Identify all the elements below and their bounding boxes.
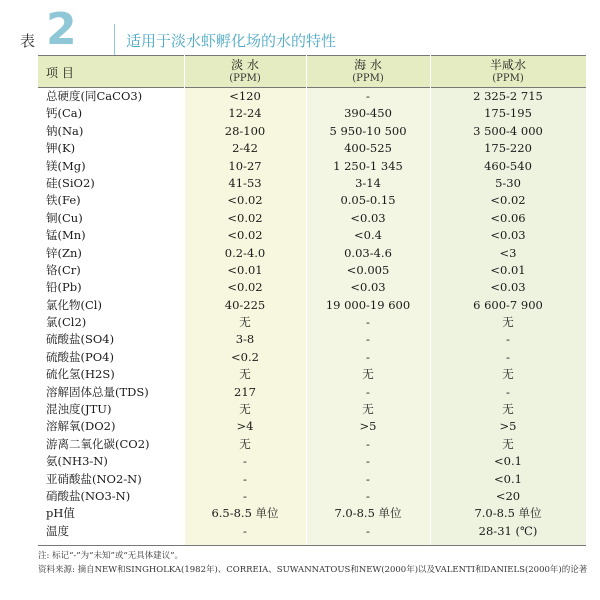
row-label: 铁(Fe) <box>46 193 81 208</box>
table-row <box>38 210 586 227</box>
table-row <box>38 88 586 105</box>
header-brackish-unit: (PPM) <box>492 73 524 84</box>
row-label: 铜(Cu) <box>46 210 83 225</box>
brackish-value: 460-540 <box>484 158 532 173</box>
row-label: pH值 <box>46 506 75 521</box>
sea-value: <0.03 <box>350 210 386 225</box>
brackish-value: 175-220 <box>484 141 532 156</box>
brackish-value: <0.02 <box>490 193 526 208</box>
header-brackish <box>430 58 586 86</box>
table-row <box>38 123 586 140</box>
row-label: 铬(Cr) <box>46 262 81 277</box>
row-label: 硫酸盐(SO4) <box>46 332 115 347</box>
fresh-value: 10-27 <box>228 158 262 173</box>
sea-value: - <box>366 384 370 399</box>
brackish-value: 3 500-4 000 <box>473 123 543 138</box>
fresh-value: >4 <box>236 419 254 434</box>
table-word: 表 <box>20 32 36 50</box>
table-row <box>38 453 586 470</box>
row-label: 钠(Na) <box>46 123 84 138</box>
fresh-value: 28-100 <box>224 123 266 138</box>
fresh-value: - <box>243 523 247 538</box>
brackish-value: <0.01 <box>490 262 526 277</box>
sea-value: 3-14 <box>355 175 381 190</box>
brackish-value: <0.03 <box>490 280 526 295</box>
row-label: 硫酸盐(PO4) <box>46 349 114 364</box>
brackish-value: 5-30 <box>495 175 521 190</box>
table-row <box>38 105 586 122</box>
table-row <box>38 331 586 348</box>
brackish-value: 2 325-2 715 <box>473 89 543 103</box>
brackish-value: 无 <box>502 367 514 382</box>
row-label: 亚硝酸盐(NO2-N) <box>46 471 142 486</box>
brackish-value: <20 <box>495 488 521 503</box>
fresh-value: 2-42 <box>232 141 258 156</box>
sea-value: - <box>366 315 370 330</box>
fresh-value: 无 <box>239 367 251 382</box>
header-sea-name: 海 水 <box>354 58 382 72</box>
table-title <box>16 4 586 55</box>
table-row <box>38 523 586 540</box>
brackish-value: 无 <box>502 315 514 330</box>
sea-value: <0.005 <box>346 262 390 277</box>
brackish-value: 无 <box>502 402 514 417</box>
table-number: 2 <box>46 4 77 55</box>
table-bottom-rule <box>38 545 586 546</box>
fresh-value: <0.02 <box>227 210 263 225</box>
fresh-value: <0.02 <box>227 228 263 243</box>
table-row <box>38 314 586 331</box>
fresh-value: <0.01 <box>227 262 263 277</box>
table-row <box>38 175 586 192</box>
sea-value: >5 <box>359 419 377 434</box>
table-row <box>38 349 586 366</box>
row-label: 氯(Cl2) <box>46 315 87 330</box>
table-row <box>38 158 586 175</box>
fresh-value: 217 <box>234 384 256 399</box>
fresh-value: - <box>243 488 247 503</box>
sea-value: 5 950-10 500 <box>329 123 407 138</box>
brackish-value: 175-195 <box>484 106 532 121</box>
sea-value: - <box>366 332 370 347</box>
fresh-value: 41-53 <box>228 175 262 190</box>
header-brackish-name: 半咸水 <box>489 58 526 72</box>
header-item: 项 目 <box>46 66 74 80</box>
table-caption: 适用于淡水虾孵化场的水的特性 <box>126 32 337 50</box>
water-properties-table <box>38 55 586 546</box>
fresh-value: 无 <box>239 436 251 451</box>
fresh-value: - <box>243 471 247 486</box>
brackish-value: <0.1 <box>494 471 522 486</box>
row-label: 硫化氢(H2S) <box>46 367 115 382</box>
sea-value: - <box>366 349 370 364</box>
fresh-value: 3-8 <box>235 332 255 347</box>
brackish-value: <0.06 <box>490 210 526 225</box>
sea-value: 7.0-8.5 单位 <box>334 506 402 521</box>
row-label: 钾(K) <box>46 141 76 156</box>
row-label: 钙(Ca) <box>46 106 83 121</box>
table-row <box>38 262 586 279</box>
row-label: 锰(Mn) <box>46 228 86 243</box>
row-label: 溶解固体总量(TDS) <box>46 384 149 399</box>
table-row <box>38 140 586 157</box>
sea-value: 无 <box>362 402 374 417</box>
header-fresh-name: 淡 水 <box>231 58 259 72</box>
row-label: 氨(NH3-N) <box>46 454 108 469</box>
table-row <box>38 471 586 488</box>
table-row <box>38 401 586 418</box>
header-fresh-unit: (PPM) <box>229 73 261 84</box>
sea-value: - <box>366 436 370 451</box>
sea-value: 0.05-0.15 <box>340 193 396 208</box>
sea-value: 19 000-19 600 <box>325 297 411 312</box>
table-source: 资料来源: 摘自NEW和SINGHOLKA(1982年)、CORREIA、SUWANNATOUS和NEW(2000年)以及VALENTI和DANIELS(2000年)的论著 <box>38 565 588 575</box>
row-label: 总硬度(同CaCO3) <box>46 89 143 103</box>
brackish-value: - <box>506 384 510 399</box>
row-label: 硅(SiO2) <box>46 175 95 190</box>
table-row <box>38 418 586 435</box>
header-fresh <box>184 58 306 86</box>
brackish-value: 无 <box>502 436 514 451</box>
row-label: 游离二氧化碳(CO2) <box>46 436 150 451</box>
header-sea-unit: (PPM) <box>352 73 384 84</box>
fresh-value: 6.5-8.5 单位 <box>211 506 279 521</box>
table-row <box>38 297 586 314</box>
fresh-value: <0.02 <box>227 280 263 295</box>
table-body <box>38 88 586 540</box>
table-row <box>38 245 586 262</box>
sea-value: <0.4 <box>354 228 382 243</box>
table-row <box>38 366 586 383</box>
table-row <box>38 227 586 244</box>
table-row <box>38 436 586 453</box>
row-label: 镁(Mg) <box>46 158 86 173</box>
brackish-value: <0.1 <box>494 454 522 469</box>
sea-value: 0.03-4.6 <box>344 245 392 260</box>
fresh-value: 12-24 <box>228 106 262 121</box>
brackish-value: 6 600-7 900 <box>473 297 543 312</box>
row-label: 铅(Pb) <box>46 280 82 295</box>
brackish-value: >5 <box>499 419 517 434</box>
row-label: 硝酸盐(NO3-N) <box>46 488 131 503</box>
fresh-value: 40-225 <box>224 297 266 312</box>
sea-value: - <box>366 523 370 538</box>
table-note: 注: 标记“-”为“未知”或“无具体建议”。 <box>38 551 184 561</box>
brackish-value: <0.03 <box>490 228 526 243</box>
row-label: 混浊度(JTU) <box>46 402 112 417</box>
sea-value: - <box>366 488 370 503</box>
sea-value: - <box>366 89 370 103</box>
table-row <box>38 279 586 296</box>
fresh-value: <0.02 <box>227 193 263 208</box>
brackish-value: <3 <box>499 245 517 260</box>
row-label: 锌(Zn) <box>46 245 82 260</box>
fresh-value: 0.2-4.0 <box>224 245 266 260</box>
brackish-value: 28-31 (℃) <box>478 523 538 538</box>
row-label: 温度 <box>46 523 69 538</box>
sea-value: - <box>366 454 370 469</box>
title-separator <box>114 24 115 56</box>
table-row <box>38 505 586 522</box>
brackish-value: - <box>506 332 510 347</box>
table-row <box>38 384 586 401</box>
table-row <box>38 488 586 505</box>
sea-value: 1 250-1 345 <box>333 158 403 173</box>
sea-value: 390-450 <box>344 106 392 121</box>
brackish-value: - <box>506 349 510 364</box>
brackish-value: 7.0-8.5 单位 <box>474 506 542 521</box>
row-label: 氯化物(Cl) <box>46 297 102 312</box>
sea-value: 400-525 <box>344 141 392 156</box>
fresh-value: <0.2 <box>231 349 259 364</box>
header-sea <box>306 58 430 86</box>
fresh-value: 无 <box>239 315 251 330</box>
fresh-value: - <box>243 454 247 469</box>
sea-value: <0.03 <box>350 280 386 295</box>
table-header <box>38 55 586 88</box>
fresh-value: 无 <box>239 402 251 417</box>
fresh-value: <120 <box>229 89 261 103</box>
row-label: 溶解氧(DO2) <box>46 419 116 434</box>
table-row <box>38 192 586 209</box>
sea-value: 无 <box>362 367 374 382</box>
sea-value: - <box>366 471 370 486</box>
